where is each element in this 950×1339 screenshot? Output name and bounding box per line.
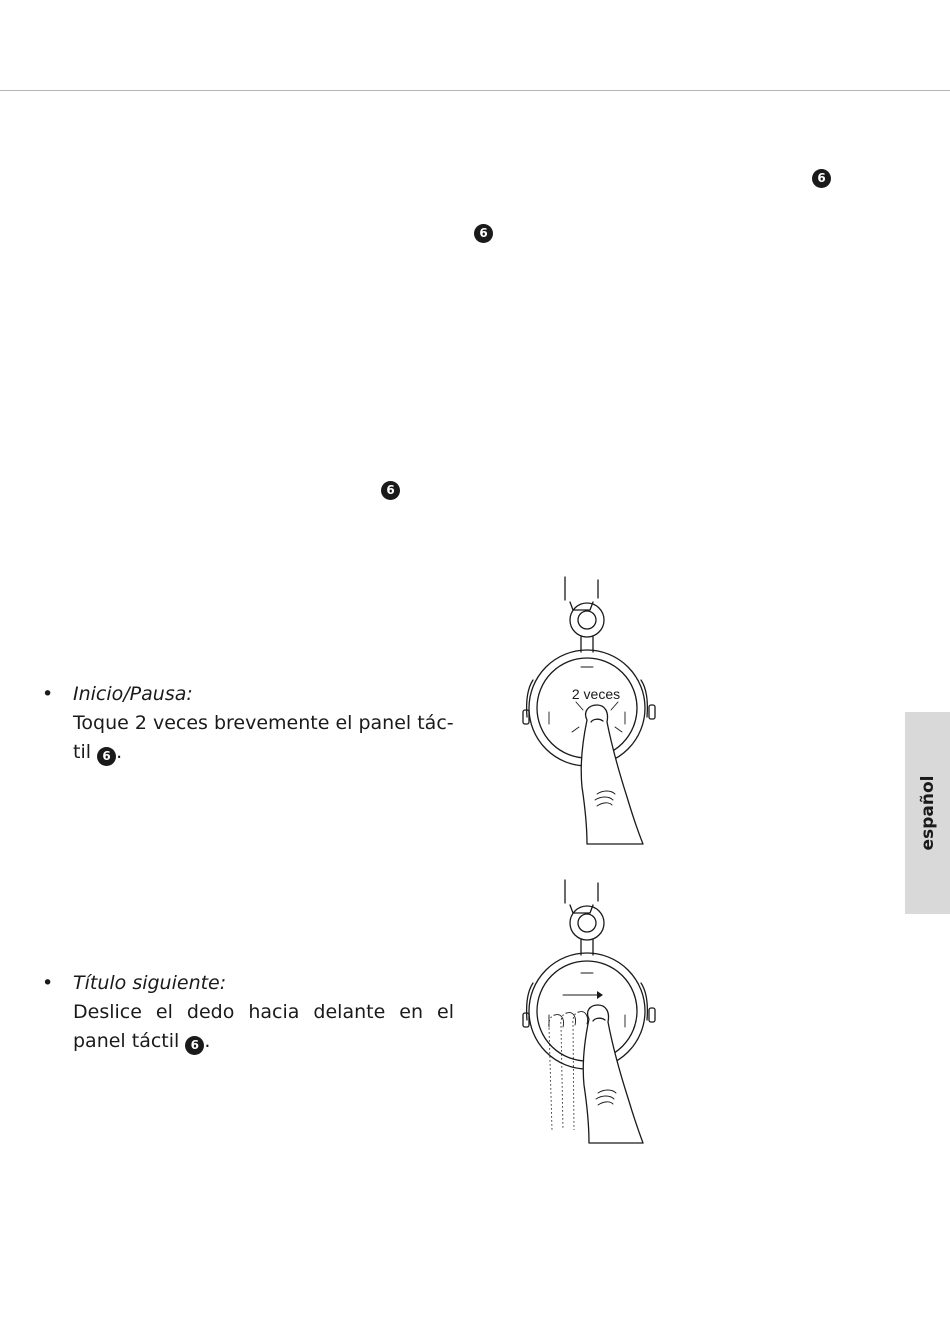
- finger-trail-icon: [549, 1012, 588, 1130]
- arrow-right-icon: [563, 991, 603, 999]
- double-tap-illustration: [515, 572, 665, 844]
- bullet: •: [42, 683, 54, 705]
- instruction-text: Toque 2 veces brevemente el panel tác-: [73, 712, 454, 734]
- language-label: español: [917, 775, 938, 851]
- header-rule: [0, 90, 950, 91]
- instruction-play-pause: [42, 680, 454, 767]
- swipe-forward-illustration: [515, 875, 665, 1147]
- language-tab: [905, 712, 950, 914]
- finger-icon: [583, 1005, 643, 1143]
- instruction-text-end: til: [73, 741, 92, 763]
- touch-panel-marker: 6: [185, 1036, 204, 1055]
- instruction-text: Deslice el dedo hacia delante en el: [73, 1001, 454, 1023]
- reference-marker-1: 6: [812, 169, 831, 188]
- touch-panel-marker: 6: [97, 747, 116, 766]
- bullet: •: [42, 972, 54, 994]
- period: .: [204, 1030, 211, 1052]
- period: .: [116, 741, 123, 763]
- instruction-text-end: panel táctil: [73, 1030, 180, 1052]
- instruction-next-track: [42, 969, 454, 1056]
- headband-icon: [565, 880, 598, 913]
- instruction-text-continued: [73, 738, 454, 767]
- instruction-title: Inicio/Pausa:: [73, 683, 193, 705]
- instruction-text-continued: [73, 1027, 454, 1056]
- reference-marker-3: 6: [381, 481, 400, 500]
- double-tap-label: 2 veces: [571, 686, 621, 702]
- headband-icon: [565, 577, 598, 610]
- reference-marker-2: 6: [474, 224, 493, 243]
- instruction-title: Título siguiente:: [73, 972, 227, 994]
